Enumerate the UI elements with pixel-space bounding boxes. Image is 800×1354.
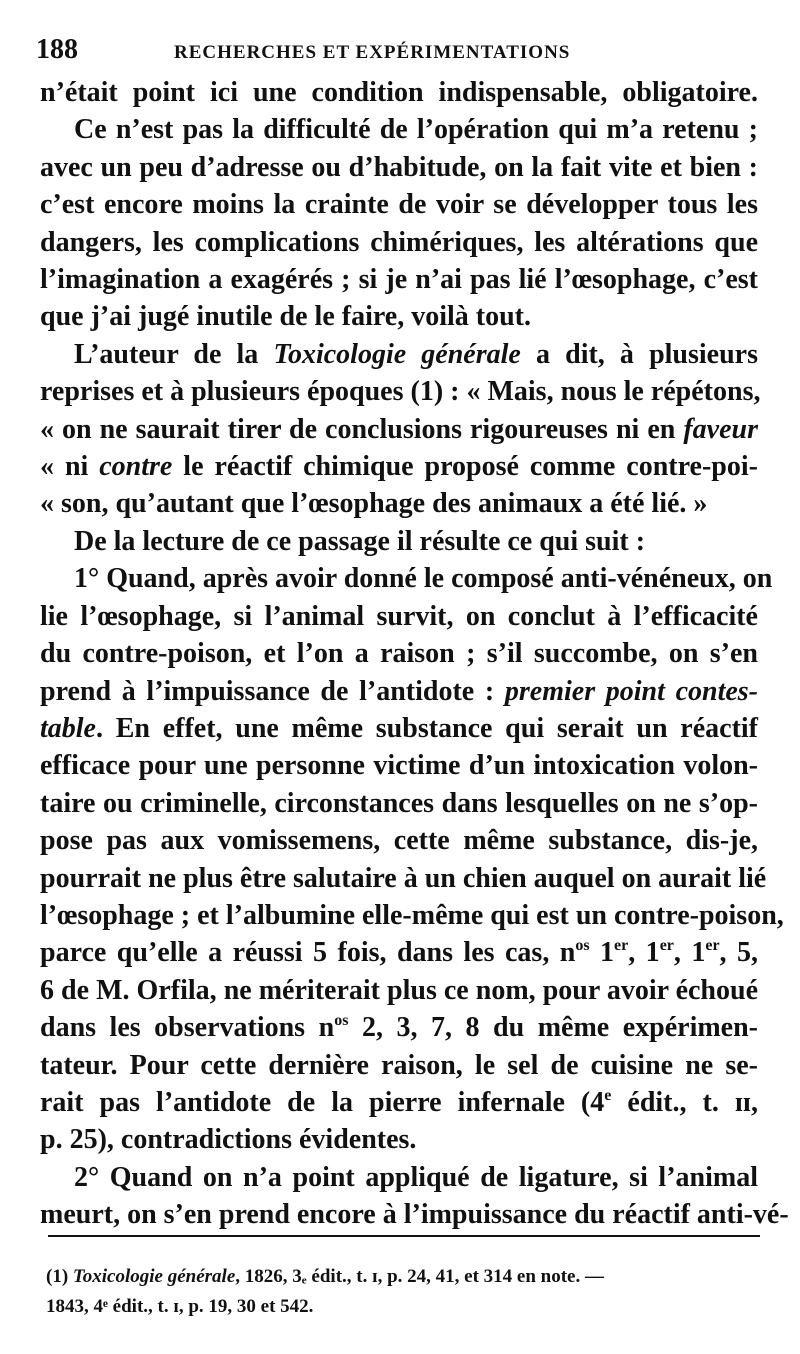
text-line: l’œsophage ; et l’albumine elle-même qui est un contre-poison,: [40, 899, 784, 931]
page-number: 188: [36, 34, 78, 65]
text-line: c’est encore moins la crainte de voir se développer tous les: [40, 189, 758, 221]
book-title-italic: Toxicologie générale: [273, 338, 521, 370]
text-line: p. 25), contradictions évidentes.: [40, 1124, 417, 1156]
text-line: avec un peu d’adresse ou d’habitude, on la fait vite et bien :: [40, 151, 758, 183]
text-line: 2° Quand on n’a point appliqué de ligature, si l’animal: [74, 1161, 758, 1193]
text-line: Ce n’est pas la difficulté de l’opération qui m’a retenu ;: [74, 114, 758, 146]
text-line: dangers, les complications chimériques, les altérations que: [40, 226, 758, 258]
text-line: « on ne saurait tirer de conclusions rigoureuses ni en faveur: [40, 413, 758, 445]
text-line: du contre-poison, et l’on a raison ; s’il succombe, on s’en: [40, 638, 758, 670]
text-line: rait pas l’antidote de la pierre infernale (4e édit., t. ɪɪ,: [40, 1086, 758, 1118]
body-text: [40, 74, 789, 1234]
text-line: pose pas aux vomissemens, cette même substance, dis-je,: [40, 825, 758, 857]
text-line: dans les observations $n^{os}$ 2, 3, 7, 8 du même expérimen-: [40, 1012, 758, 1044]
text-line: pourrait ne plus être salutaire à un chien auquel on aurait lié: [40, 862, 767, 894]
text-line: 6 de M. Orfila, ne mériterait plus ce nom, pour avoir échoué: [40, 974, 758, 1006]
text-line: tateur. Pour cette dernière raison, le sel de cuisine ne se-: [40, 1049, 758, 1081]
text-line: reprises et à plusieurs époques (1) : « Mais, nous le répétons,: [40, 376, 761, 408]
page-header: [36, 34, 758, 74]
running-title: RECHERCHES ET EXPÉRIMENTATIONS: [174, 42, 571, 63]
footnote-line: 1843, 4ᵉ édit., t. ɪ, p. 19, 30 et 542.: [46, 1296, 314, 1317]
text-line: « son, qu’autant que l’œsophage des animaux a été lié. »: [40, 488, 708, 520]
text-line: De la lecture de ce passage il résulte ce qui suit :: [74, 525, 646, 557]
text-line: « ni contre le réactif chimique proposé comme contre-poi-: [40, 451, 758, 483]
text-line: 1° Quand, après avoir donné le composé anti-vénéneux, on: [74, 563, 773, 595]
footnote: [46, 1262, 764, 1322]
text-line: n’était point ici une condition indispensable, obligatoire.: [40, 77, 758, 108]
text-line: L’auteur de la Toxicologie générale a dit, à plusieurs: [74, 338, 758, 370]
text-line: l’imagination a exagérés ; si je n’ai pas lié l’œsophage, c’est: [40, 264, 758, 296]
text-line: table. En effet, une même substance qui serait un réactif: [40, 712, 758, 744]
footnote-line: (1) Toxicologie générale, 1826, 3ₑ édit., t. ɪ, p. 24, 41, et 314 en note. —: [46, 1266, 604, 1287]
text-line: meurt, on s’en prend encore à l’impuissance du réactif anti-vé-: [40, 1199, 789, 1231]
text-line: lie l’œsophage, si l’animal survit, on conclut à l’efficacité: [40, 600, 758, 632]
text-line: que j’ai jugé inutile de le faire, voilà tout.: [40, 301, 531, 333]
text-line: taire ou criminelle, circonstances dans lesquelles on ne s’op-: [40, 787, 758, 819]
footnote-divider: [48, 1235, 760, 1237]
text-line: parce qu’elle a réussi 5 fois, dans les cas, $n^{os}$ 1er, 1er, 1er, 5,: [40, 937, 758, 969]
text-line: prend à l’impuissance de l’antidote : premier point contes-: [40, 675, 758, 707]
text-line: efficace pour une personne victime d’un intoxication volon-: [40, 750, 758, 782]
